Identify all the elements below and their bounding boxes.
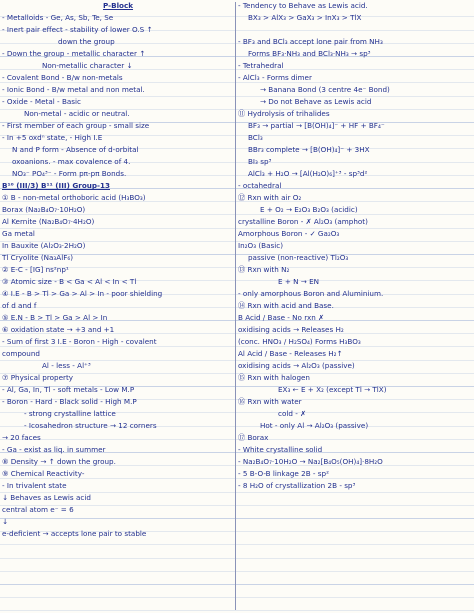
left-note-line: ⑧ Density → ↑ down the group. [2, 457, 116, 466]
left-note-line: - Oxide - Metal - Basic [2, 97, 81, 106]
right-note-line: - Tetrahedral [238, 61, 284, 70]
left-note-line: - Down the group - metallic character ↑ [2, 49, 146, 58]
right-note-line [238, 24, 472, 36]
left-note-line: down the group [58, 37, 115, 46]
left-note-line: In Bauxite (Al₂O₃·2H₂O) [2, 241, 86, 250]
left-note-line: ④ I.E - B > Tl > Ga > Al > In - poor shielding [2, 289, 163, 298]
right-note-line: crystalline Boron - ✗ Al₂O₃ (amphot) [238, 217, 368, 226]
left-note-line: → 20 faces [2, 433, 41, 442]
right-column [238, 0, 472, 613]
left-note-line: N and P form - Absence of d-orbital [12, 145, 139, 154]
right-note-line: E + O₂ → E₂O₃ B₂O₃ (acidic) [260, 205, 358, 214]
right-note-line: passive (non-reactive) Tl₂O₃ [248, 253, 349, 262]
left-note-line: - Inert pair effect - stability of lower O.S ↑ [2, 25, 153, 34]
right-note-line: ⑯ Rxn with water [238, 397, 302, 406]
left-note-line: central atom e⁻ = 6 [2, 505, 74, 514]
right-note-line: - octahedral [238, 181, 282, 190]
right-note-line: - 8 H₂O of crystallization 2B - sp³ [238, 481, 356, 490]
right-note-line: ⑭ Rxn with acid and Base. [238, 301, 334, 310]
left-note-line: - Al, Ga, In, Tl - soft metals - Low M.P [2, 385, 135, 394]
left-note-line: - In +5 oxdⁿ state, - High I.E [2, 133, 103, 142]
left-note-line: - Sum of first 3 I.E - Boron - High - covalent [2, 337, 157, 346]
left-note-line: Al - less - Al⁺³ [42, 361, 91, 370]
left-note-line: - Covalent Bond - B/w non-metals [2, 73, 123, 82]
right-note-line: ⑬ Rxn with N₂ [238, 265, 290, 274]
right-note-line: - White crystalline solid [238, 445, 323, 454]
left-note-line: - Ga - exist as liq. in summer [2, 445, 106, 454]
right-note-line: BBr₃ complete → [B(OH)₄]⁻ + 3HX [248, 145, 370, 154]
left-note-line: ② E-C - [IG] ns²np¹ [2, 265, 69, 274]
right-note-line: ⑮ Rxn with halogen [238, 373, 310, 382]
right-note-line: BI₃ sp³ [248, 157, 272, 166]
left-note-line: compound [2, 349, 40, 358]
right-note-line: - 5 B-O-B linkage 2B - sp² [238, 469, 329, 478]
right-note-line: Amorphous Boron - ✓ Ga₂O₃ [238, 229, 340, 238]
left-note-line: ⑤ E.N - B > Tl > Ga > Al > In [2, 313, 108, 322]
left-note-line: - strong crystalline lattice [24, 409, 116, 418]
left-note-line: - Boron - Hard - Black solid - High M.P [2, 397, 137, 406]
left-note-line: Al Kernite (Na₂B₄O₇·4H₂O) [2, 217, 95, 226]
right-note-line: B Acid / Base - No rxn ✗ [238, 313, 325, 322]
column-divider [235, 2, 236, 610]
right-note-line: Al Acid / Base - Releases H₂↑ [238, 349, 343, 358]
left-note-line: ⑦ Physical property [2, 373, 74, 382]
right-note-line: - BF₃ and BCl₃ accept lone pair from NH₃ [238, 37, 383, 46]
right-note-line: - only amorphous Boron and Aluminium. [238, 289, 384, 298]
right-note-line: - AlCl₃ - Forms dimer [238, 73, 312, 82]
left-note-line: ③ Atomic size - B < Ga < Al < In < Tl [2, 277, 137, 286]
right-note-line: - Tendency to Behave as Lewis acid. [238, 1, 368, 10]
left-note-line: e-deficient → accepts lone pair to stable [2, 529, 147, 538]
right-note-line: AlCl₃ + H₂O → [Al(H₂O)₆]⁺³ - sp³d² [248, 169, 368, 178]
left-note-line: ① B - non-metal orthoboric acid (H₃BO₃) [2, 193, 146, 202]
left-column [2, 0, 234, 613]
left-note-line: ⑥ oxidation state → +3 and +1 [2, 325, 115, 334]
left-note-line: B¹⁰ (III/3) B¹¹ (III) Group-13 [2, 181, 110, 190]
right-note-line: EX₃ ← E + X₂ (except Tl → TlX) [278, 385, 387, 394]
right-note-line: oxidising acids → Al₂O₃ (passive) [238, 361, 355, 370]
left-note-line: - Icosahedron structure → 12 corners [24, 421, 157, 430]
left-note-line: ⑨ Chemical Reactivity- [2, 469, 85, 478]
right-note-line: cold - ✗ [278, 409, 307, 418]
left-note-line: Borax (Na₂B₄O₇·10H₂O) [2, 205, 86, 214]
left-note-line: NO₃⁻ PO₄³⁻ - Form pπ-pπ Bonds. [12, 169, 127, 178]
left-note-line: Ga metal [2, 229, 35, 238]
left-note-line: Non-metal - acidic or neutral. [24, 109, 130, 118]
right-note-line: - Na₂B₄O₇·10H₂O → Na₂[B₄O₅(OH)₄]·8H₂O [238, 457, 383, 466]
right-note-line: Hot - only Al → Al₂O₃ (passive) [260, 421, 369, 430]
left-note-line: - Ionic Bond - B/w metal and non metal. [2, 85, 145, 94]
left-note-line: - Metalloids - Ge, As, Sb, Te, Se [2, 13, 114, 22]
right-note-line: ⑰ Borax [238, 433, 269, 442]
right-note-line: ⑫ Rxn with air O₂ [238, 193, 302, 202]
right-note-line: BCl₃ [248, 133, 263, 142]
left-note-line: ↓ Behaves as Lewis acid [2, 493, 91, 502]
right-note-line: E + N → EN [278, 277, 320, 286]
right-note-line: ⑪ Hydrolysis of trihalides [238, 109, 330, 118]
left-note-line: Non-metallic character ↓ [42, 61, 133, 70]
left-note-line: - First member of each group - small size [2, 121, 150, 130]
left-note-line: - In trivalent state [2, 481, 67, 490]
right-note-line: → Banana Bond (3 centre 4e⁻ Bond) [260, 85, 390, 94]
left-note-line: P-Block [102, 1, 134, 10]
right-note-line: (conc. HNO₃ / H₂SO₄) Forms H₃BO₃ [238, 337, 361, 346]
right-note-line: BX₃ > AlX₃ > GaX₃ > InX₃ > TlX [248, 13, 362, 22]
right-note-line: In₂O₃ (Basic) [238, 241, 284, 250]
left-note-line: Tl Cryolite (Na₃AlF₆) [2, 253, 74, 262]
left-note-line: oxoanions. - max covalence of 4. [12, 157, 131, 166]
left-note-line: of d and f [2, 301, 37, 310]
right-note-line: Forms BF₃·NH₃ and BCl₃·NH₃ → sp³ [248, 49, 371, 58]
left-note-line: ↓ [2, 517, 9, 526]
right-note-line: BF₃ → partial → [B(OH)₄]⁻ + HF + BF₄⁻ [248, 121, 385, 130]
right-note-line: → Do not Behave as Lewis acid [260, 97, 372, 106]
right-note-line: oxidising acids → Releases H₂ [238, 325, 344, 334]
